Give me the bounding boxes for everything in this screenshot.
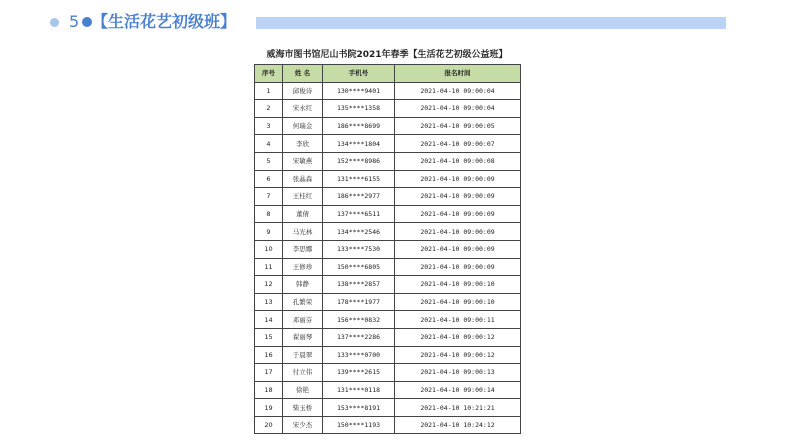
row-name: 宋敏燕 [283,152,323,170]
row-time: 2021-04-10 10:21:21 [395,399,521,417]
row-phone: 135****1358 [323,100,395,118]
row-phone: 137****6511 [323,205,395,223]
row-phone: 131****6155 [323,170,395,188]
table-row [255,276,521,294]
row-index: 20 [255,416,283,434]
row-name: 何瑞金 [283,117,323,135]
table-row [255,170,521,188]
row-time: 2021-04-10 09:00:10 [395,276,521,294]
row-time: 2021-04-10 09:00:09 [395,188,521,206]
row-name: 宋永红 [283,100,323,118]
row-name: 于晨翠 [283,346,323,364]
column-header: 姓 名 [283,65,323,83]
row-time: 2021-04-10 09:00:12 [395,346,521,364]
row-name: 李欣 [283,135,323,153]
row-name: 邱俊诗 [283,82,323,100]
table-row [255,240,521,258]
row-name: 王桂红 [283,188,323,206]
row-index: 4 [255,135,283,153]
row-phone: 133****0700 [323,346,395,364]
row-phone: 152****8986 [323,152,395,170]
section-number: 5 [69,12,80,31]
row-index: 3 [255,117,283,135]
row-phone: 150****6805 [323,258,395,276]
table-row [255,205,521,223]
row-index: 5 [255,152,283,170]
row-time: 2021-04-10 09:00:07 [395,135,521,153]
table-row [255,188,521,206]
row-index: 16 [255,346,283,364]
row-name: 韩静 [283,276,323,294]
section-title: 【生活花艺初级班】 [92,12,237,31]
row-index: 8 [255,205,283,223]
row-name: 邓丽芬 [283,311,323,329]
table-row [255,82,521,100]
row-time: 2021-04-10 09:00:09 [395,240,521,258]
row-name: 付立伟 [283,364,323,382]
table-row [255,416,521,434]
row-phone: 139****2615 [323,364,395,382]
row-name: 柴玉桥 [283,399,323,417]
row-phone: 133****7530 [323,240,395,258]
table-row [255,135,521,153]
row-phone: 134****2546 [323,223,395,241]
table-row [255,364,521,382]
row-phone: 186****2977 [323,188,395,206]
row-time: 2021-04-10 09:00:09 [395,258,521,276]
bullet-dot-icon [50,18,59,27]
row-index: 17 [255,364,283,382]
row-time: 2021-04-10 09:00:10 [395,293,521,311]
column-header: 序号 [255,65,283,83]
document-title: 威海市图书馆尼山书院2021年春季【生活花艺初级公益班】 [266,50,508,60]
table-row [255,152,521,170]
table-row [255,258,521,276]
row-time: 2021-04-10 09:00:13 [395,364,521,382]
row-index: 14 [255,311,283,329]
table-header-row [255,65,521,83]
header-bar [256,17,726,29]
row-index: 11 [255,258,283,276]
row-time: 2021-04-10 09:00:04 [395,100,521,118]
row-phone: 150****1193 [323,416,395,434]
row-name: 徐艳 [283,381,323,399]
table-row [255,223,521,241]
row-index: 10 [255,240,283,258]
table-row [255,100,521,118]
table-row [255,311,521,329]
row-phone: 131****0118 [323,381,395,399]
row-index: 15 [255,328,283,346]
row-index: 9 [255,223,283,241]
row-time: 2021-04-10 10:24:12 [395,416,521,434]
row-index: 6 [255,170,283,188]
registration-table [254,64,521,434]
table-row [255,117,521,135]
table-row [255,328,521,346]
row-name: 翟丽琴 [283,328,323,346]
row-index: 12 [255,276,283,294]
row-index: 7 [255,188,283,206]
table-row [255,381,521,399]
row-phone: 153****8191 [323,399,395,417]
row-index: 2 [255,100,283,118]
table-row [255,346,521,364]
row-time: 2021-04-10 09:00:08 [395,152,521,170]
column-header: 手机号 [323,65,395,83]
row-phone: 137****2286 [323,328,395,346]
row-phone: 186****8699 [323,117,395,135]
row-index: 13 [255,293,283,311]
row-name: 董倩 [283,205,323,223]
row-name: 李思娜 [283,240,323,258]
row-time: 2021-04-10 09:00:09 [395,223,521,241]
row-index: 18 [255,381,283,399]
row-name: 宋少杰 [283,416,323,434]
bullet-dot-icon [82,17,92,27]
row-time: 2021-04-10 09:00:09 [395,170,521,188]
row-name: 张晶森 [283,170,323,188]
row-phone: 138****2857 [323,276,395,294]
row-time: 2021-04-10 09:00:09 [395,205,521,223]
row-phone: 134****1804 [323,135,395,153]
row-phone: 130****9401 [323,82,395,100]
row-name: 王修珍 [283,258,323,276]
row-index: 19 [255,399,283,417]
row-phone: 156****0832 [323,311,395,329]
row-time: 2021-04-10 09:00:14 [395,381,521,399]
row-time: 2021-04-10 09:00:05 [395,117,521,135]
row-time: 2021-04-10 09:00:11 [395,311,521,329]
table-row [255,399,521,417]
column-header: 报名时间 [395,65,521,83]
section-header [0,0,787,40]
row-time: 2021-04-10 09:00:12 [395,328,521,346]
row-index: 1 [255,82,283,100]
row-phone: 178****1977 [323,293,395,311]
row-name: 孔繁荣 [283,293,323,311]
row-time: 2021-04-10 09:00:04 [395,82,521,100]
row-name: 马光林 [283,223,323,241]
table-row [255,293,521,311]
